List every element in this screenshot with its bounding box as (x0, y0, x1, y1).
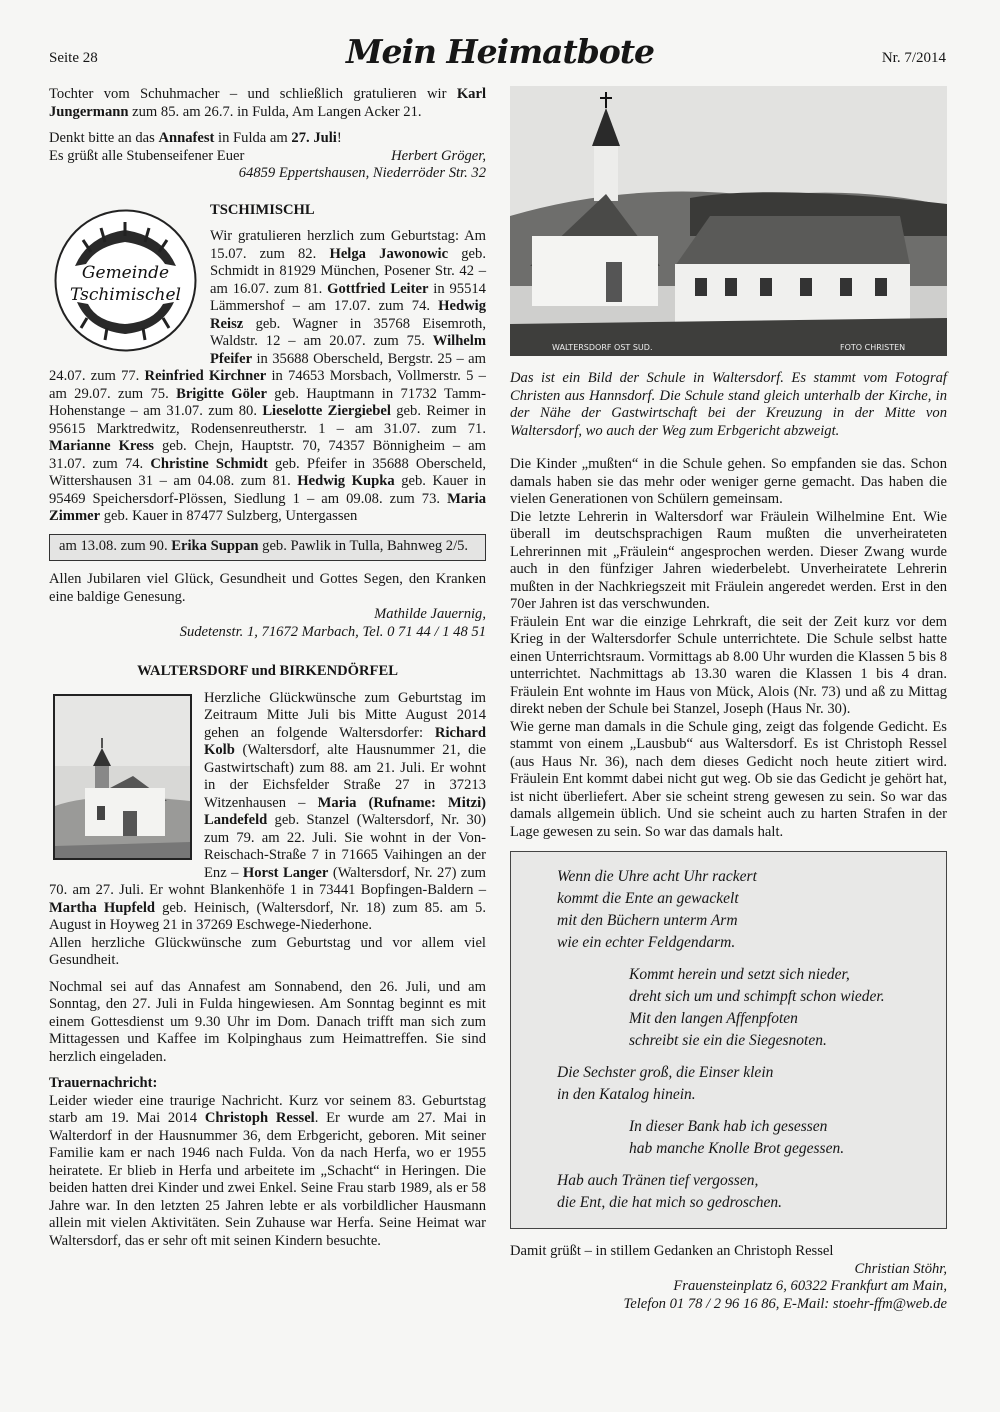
left-column (49, 86, 486, 1250)
article-body (510, 456, 947, 841)
poem-line: mit den Büchern unterm Arm (557, 912, 738, 929)
article-paragraph-3: Fräulein Ent war die einzige Lehrkraft, die seit der Zeit kurz vor dem Krieg in der Waltersdorfer Schule unterrichtete. Die Schule selbst hatte einen Unterrichtsraum. Vormittags ab 8.00 Uhr wurden die Klassen 5 bis 8 unterrichtet. Nachmittags ab 13.30 waren die Klassen 1 bis 4 dran. Fräulein Ent wohnte im Haus von Mück, Alois (Nr. 73) und aß zu Mittag direkt neben der Schule bei Stanzel, Joseph (Haus Nr. 30). (510, 613, 947, 717)
poem-stanza (557, 964, 930, 1052)
masthead-title: Mein Heimatbote (345, 32, 655, 71)
svg-text:Tschimischel: Tschimischel (70, 284, 181, 305)
signoff-contact: Telefon 01 78 / 2 96 16 86, E-Mail: stoehr-ffm@web.de (623, 1295, 947, 1312)
poem-line: Hab auch Tränen tief vergossen, (557, 1172, 759, 1189)
poem-line: die Ent, die hat mich so gedroschen. (557, 1194, 782, 1211)
svg-text:WALTERSDORF OST SUD.: WALTERSDORF OST SUD. (552, 343, 653, 352)
waltersdorf-birthdays: Herzliche Glückwünsche zum Geburtstag im Zeitraum Mitte Juli bis Mitte August 2014 gehen an folgende Waltersdorfer: Richard Kolb (Waltersdorf, alte Hausnummer 21, die Gastwirtschaft) zum 88. am 21. Juli. Er wohnt in der Eichsfelder Straße 27 in 37213 Witzenhausen – Maria (Rufname: Mitzi) Landefeld geb. Stanzel (Waltersdorf, Nr. 30) zum 79. am 22. Juli. Sie wohnt in der Von-Reischach-Straße 7 in 71665 Vaihingen an der Enz – Horst Langer (Waltersdorf, Nr. 27) zum 70. am 27. Juli. Er wohnt Blankenhöfe 1 in 73441 Bopfingen-Baldern – Martha Hupfeld geb. Heinisch, (Waltersdorf, Nr. 18) zum 85. am 5. August in Hoyweg 21 in 37269 Eschwege-Niederhone. (49, 689, 487, 933)
poem-stanza (557, 1062, 930, 1106)
poem-box (510, 851, 947, 1229)
poem-line: dreht sich um und schimpft schon wieder. (629, 988, 885, 1005)
poem-line: wie ein echter Feldgendarm. (557, 934, 736, 951)
svg-text:Gemeinde: Gemeinde (81, 262, 170, 283)
svg-text:FOTO CHRISTEN: FOTO CHRISTEN (840, 343, 906, 352)
highlight-birthday: am 13.08. zum 90. Erika Suppan geb. Pawlik in Tulla, Bahnweg 2/5. (59, 537, 469, 554)
highlight-box (49, 534, 486, 562)
seal-emblem-icon (53, 208, 198, 353)
poem-line: Mit den langen Affenpfoten (629, 1010, 798, 1027)
obituary-text: Leider wieder eine traurige Nachricht. Kurz vor seinem 83. Geburtstag starb am 19. Mai 2014 Christoph Ressel. Er wurde am 27. Mai in Walterdorf in der Hausnummer 36, dem Erbgericht, geboren. Mit seiner Familie kam er nach 1946 nach Fulda. Von da nach Herfa, wo er 1955 heiratete. Er blieb in Herfa und arbeitete im „Schacht“ in Heringen. Die beiden hatten drei Kinder und zwei Enkel. Seine Frau starb 1989, als er 58 Jahre war. In den letzten 25 Jahren lebte er als vorbildlicher Hausmann allein mit vielen Aktivitäten. Sein Zuhause war Herfa. Seine Heimat war Waltersdorf, das er sehr oft mit seinen Kindern besuchte. (49, 1092, 486, 1249)
signoff-line: Damit grüßt – in stillem Gedanken an Christoph Ressel (510, 1243, 834, 1259)
annafest-notice: Nochmal sei auf das Annafest am Sonnabend, den 26. Juli, und am Sonntag, den 27. Juli in Fulda hingewiesen. Am Sonntag beginnt es mit einem Gottesdienst um 9.30 Uhr im Dom. Danach trifft man sich zum Mittagessen und Kaffee im Kolpinghaus zum Heimattreffen. Sie sind herzlich eingeladen. (49, 978, 486, 1065)
gemeinde-seal (49, 202, 198, 359)
poem-line: Die Sechster groß, die Einser klein (557, 1064, 774, 1081)
poem-line: schreibt sie ein die Siegesnoten. (629, 1032, 827, 1049)
issue-number: Nr. 7/2014 (881, 50, 946, 66)
poem-line: kommt die Ente an gewackelt (557, 890, 739, 907)
church-thumbnail (49, 690, 192, 866)
tschimischl-author: Mathilde Jauernig, (374, 606, 486, 622)
intro-paragraph-1: Tochter vom Schuhmacher – und schließlich gratulieren wir Karl Jungermann zum 85. am 26.7. in Fulda, Am Langen Acker 21. (49, 86, 486, 120)
waltersdorf-wishes: Allen herzliche Glückwünsche zum Geburtstag und vor allem viel Gesundheit. (49, 934, 486, 968)
waltersdorf-section (49, 663, 486, 1250)
obituary-heading: Trauernachricht: (49, 1075, 158, 1091)
right-column (510, 86, 947, 1313)
signoff-address: Frauensteinplatz 6, 60322 Frankfurt am Main, (673, 1278, 947, 1294)
tschimischl-section (49, 202, 486, 642)
intro-greeting: Es grüßt alle Stubenseifener Euer Herbert Gröger, (49, 147, 486, 164)
poem-line: hab manche Knolle Brot gegessen. (629, 1140, 845, 1157)
page-number: Seite 28 (49, 50, 98, 66)
tschimischl-heading: TSCHIMISCHL (210, 201, 315, 218)
intro-author: Herbert Gröger, (391, 147, 486, 164)
tschimischl-closing: Allen Jubilaren viel Glück, Gesundheit und Gottes Segen, den Kranken eine baldige Genesung. (49, 571, 486, 605)
school-photo-icon (510, 86, 947, 356)
poem-stanza (557, 866, 930, 954)
poem-line: Wenn die Uhre acht Uhr rackert (557, 868, 757, 885)
church-photo-icon (53, 694, 192, 860)
article-paragraph-2: Die letzte Lehrerin in Waltersdorf war Fräulein Wilhelmine Ent. Wie überall im deutschsprachigen Raum mußten die unverheirateten Lehrerinnen mit „Fräulein“ angesprochen werden. Dieser Zwang wurde auch in den fünfziger Jahren wiederbelebt. Unverheiratete Lehrerin mußten in der Nachkriegszeit mit Fräulein angeredet werden. Erst in den 70er Jahren ist das verschwunden. (510, 508, 947, 612)
poem-stanza (557, 1116, 930, 1160)
signoff-author: Christian Stöhr, (854, 1260, 947, 1277)
intro-paragraph-2: Denkt bitte an das Annafest in Fulda am 27. Juli! (49, 130, 342, 146)
poem-line: Kommt herein und setzt sich nieder, (629, 966, 850, 983)
photo-caption: Das ist ein Bild der Schule in Waltersdorf. Es stammt vom Fotograf Christen aus Hannsdorf. Die Schule stand gleich unterhalb der Kirche, in der Nähe der Gastwirtschaft bei der Kreuzung in der Mitte von Waltersdorf, wo auch der Weg zum Erbgericht abzweigt. (510, 370, 947, 439)
waltersdorf-heading: WALTERSDORF und BIRKENDÖRFEL (137, 663, 398, 679)
article-paragraph-1: Die Kinder „mußten“ in die Schule gehen. So empfanden sie das. Schon damals haben sie das mehr oder weniger gerne gemacht. Das haben die vielen Generationen von Schülern gemeinsam. (510, 456, 947, 507)
poem-line: in den Katalog hinein. (557, 1086, 696, 1103)
tschimischl-birthdays: Wir gratulieren herzlich zum Geburtstag: Am 15.07. zum 82. Helga Jawonowic geb. Schmidt in 81929 München, Posener Str. 42 – am 16.07. zum 81. Gottfried Leiter in 95514 Lämmershof – am 17.07. zum 74. Hedwig Reisz geb. Wagner in 35768 Eisemroth, Waldstr. 12 – am 20.07. zum 75. Wilhelm Pfeifer in 35688 Oberscheld, Bergstr. 25 – am 24.07. zum 77. Reinfried Kirchner in 74653 Morsbach, Vollmerstr. 5 – am 29.07. zum 75. Brigitte Göler geb. Hauptmann in 71732 Tamm-Hohenstange – am 31.07. zum 80. Lieselotte Ziergiebel geb. Reimer in 95615 Marktredwitz, Rodensenreutherstr. 1 – am 31.07. zum 71. Marianne Kress geb. Chejn, Hauptstr. 70, 74357 Bönnigheim – am 31.07. zum 74. Christine Schmidt geb. Pfeifer in 35688 Oberscheld, Wittershausen 31 – am 04.08. zum 81. Hedwig Kupka geb. Kauer in 95469 Speichersdorf-Plössen, Siedlung 1 – am 09.08. zum 73. Maria Zimmer geb. Kauer in 87477 Sulzberg, Untergassen (49, 228, 487, 524)
article-paragraph-4: Wie gerne man damals in die Schule ging, zeigt das folgende Gedicht. Es stammt von einem „Lausbub“ aus Waltersdorf. Es ist Christoph Ressel (aus Haus Nr. 36), nach dem dieses Gedicht noch heute zitiert wird. Fräulein Ent kommt dabei nicht gut weg. Ob sie das Gedicht je gehört hat, ist nicht überliefert. Aber sie scheint streng gewesen zu sein. So war das damals allgemein üblich. Und sie scheint auch zu harten Strafen in der Lage gewesen zu sein. So war das damals halt. (510, 718, 947, 840)
poem-line: In dieser Bank hab ich gesessen (629, 1118, 828, 1135)
tschimischl-address: Sudetenstr. 1, 71672 Marbach, Tel. 0 71 44 / 1 48 51 (179, 623, 486, 640)
intro-address: 64859 Eppertshausen, Niederröder Str. 32 (238, 165, 486, 181)
poem-stanza (557, 1170, 930, 1214)
